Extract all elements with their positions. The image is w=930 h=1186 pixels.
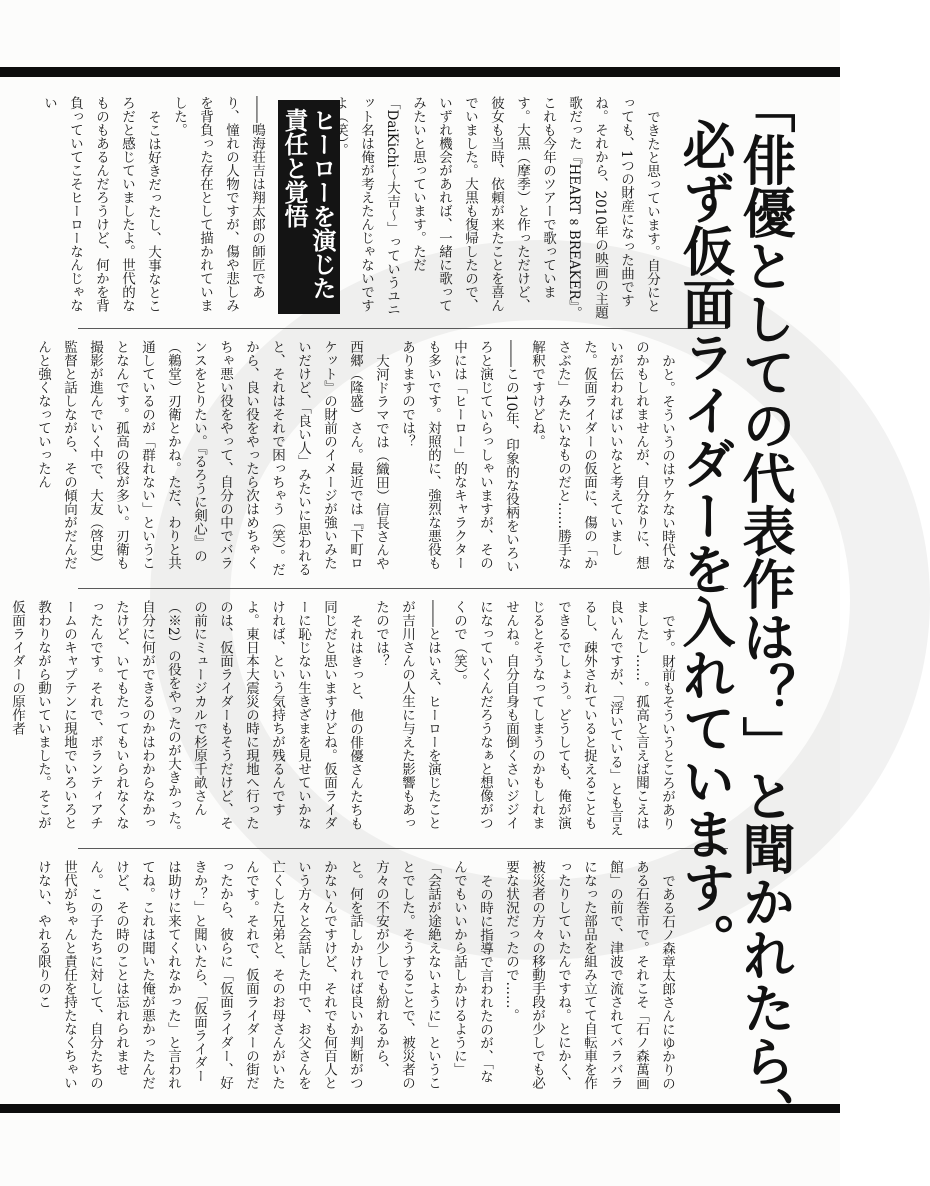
interview-question: ――とはいえ、ヒーローを演じたことが吉川さんの人生に与えた影響もあったのでは？ [373, 600, 441, 830]
paragraph: 大河ドラマでは（織田）信長さんや西郷（隆盛）さん。最近では『下町ロケット』の財前のイメージが強いみたいだけど、「良い人」みたいに思われると、それはそれで困っちゃう（笑）。だから、良い役をやったら次はめちゃくちゃ悪い役をやって、自分の中でバランスをとりたい。『るろうに剣心』の（鵜堂）刃衛とかね。ただ、わりと共通しているのが「群れない」ということなんです。孤高の役が多い。刃衛も撮影が進んでいく中で、大友（啓史）監督と話しながら、その傾向がだんだんと強くなっていったん [35, 340, 389, 577]
paragraph: です。財前もそういうところがありましたし……。孤高と言えば聞こえは良いんですが、「浮いている」とも言えるし、疎外されていると捉えることもできるでしょう。どうしても、俺が演じるとそうなってしまうのかもしれませんね。自分自身も面倒くさいジジイになっていくんだろうなぁと想像がつくので（笑）。 [451, 600, 675, 837]
paragraph: かと。そういうのはウケない時代なのかもしれませんが、自分なりに、想いが伝わればいいなと考えていました。仮面ライダーの仮面に、傷の「かさぶた」みたいなものだと……勝手な解釈ですけどね。 [529, 340, 675, 570]
column-divider [78, 848, 728, 849]
interview-question: ――鳴海荘吉は翔太郎の師匠であり、憧れの人物ですが、傷や悲しみを背負った存在として描かれていました。 [171, 96, 265, 312]
paragraph: その時に指導で言われたのが、「なんでもいいから話しかけるように」「会話が途絶えないように」ということでした。そうすることで、被災者の方々の不安が少しでも紛れるから、と。何を話しかければ良いか判断がつかないんですけど、それでも何百人という方々と会話した中で、お父さんを亡くした兄弟と、そのお母さんがいたんです。それで、仮面ライダーの街だったから、彼らに「仮面ライダー、好きか？」と聞いたら、「仮面ライダーは助けに来てくれなかった」と言われてね。これは聞いた俺が悪かったんだけど、その時のことは忘れられません。この子たちに対して、自分たちの世代がちゃんと責任を持たなくちゃいけない、やれる限りのこ [35, 860, 493, 1090]
column-divider [78, 328, 728, 329]
headline-line-2: 必ず仮面ライダーを入れています。 [674, 118, 736, 966]
tier-3-text [9, 600, 680, 840]
interview-question: ――この10年、印象的な役柄をいろいろと演じていらっしゃいますが、その中には「ヒーロー」的なキャラクターも多いです。対照的に、強烈な悪役もありますのでは？ [399, 340, 519, 574]
paragraph: それはきっと、他の俳優さんたちも同じだと思いますけどね。仮面ライダーに恥じない生きざまを見せていかなければ、という気持ちが残るんですよ。東日本大震災の時に現地へ行ったのは、仮面ライダーもそうだけど、その前にミュージカルで杉原千畝さん（※2）の役をやったのが大きかった。自分に何ができるのかはわからなかったけど、いてもたってもいられなくなったんです。それで、ボランティアチームのキャプテンに現地でいろいろと教わりながら動いていました。そこが仮面ライダーの原作者 [9, 600, 363, 839]
paragraph: そこは好きだったし、大事なところだと感じていましたよ。世代的なものもあるんだろうけど、何かを背負っていてこそヒーローなんじゃない [41, 96, 161, 312]
subheading-line-1: ヒーローを演じた [308, 108, 337, 300]
tier-4-text [35, 860, 680, 1096]
subheading-line-2: 責任と覚悟 [280, 108, 309, 228]
top-rule [0, 67, 840, 77]
headline-line-1: 「俳優としての代表作は？」と聞かれたら、 [734, 80, 796, 1140]
tier-1-left-text [41, 96, 270, 322]
paragraph: できたと思っています。自分にとっても、1つの財産になった曲ですね。それから、2010年の映画の主題歌だった『HEART∞BREAKER』。これも今年のツアーで歌っています。大黒（摩季）と作っただけど、彼女も当時、依頼が来たことを喜んでいました。大黒も復帰したので、いずれ機会があれば、一緒に歌ってみたいと思っています。ただ「DaiKichi～大吉～」っていうユニット名は俺が考えたんじゃないですよ（笑）。 [332, 96, 660, 320]
bottom-rule [0, 1104, 840, 1113]
tier-1-right-text [332, 96, 665, 322]
column-divider [78, 588, 728, 589]
tier-2-text [35, 340, 680, 580]
paragraph: である石ノ森章太郎さんにゆかりのある石巻市で。それこそ「石ノ森萬画館」の前で、津波で流されてバラバラになった部品を組み立てて自転車を作ったりしていたんですね。とにかく、被災者の方々の移動手段が少しでも必要な状況だったので……。 [503, 860, 675, 1090]
